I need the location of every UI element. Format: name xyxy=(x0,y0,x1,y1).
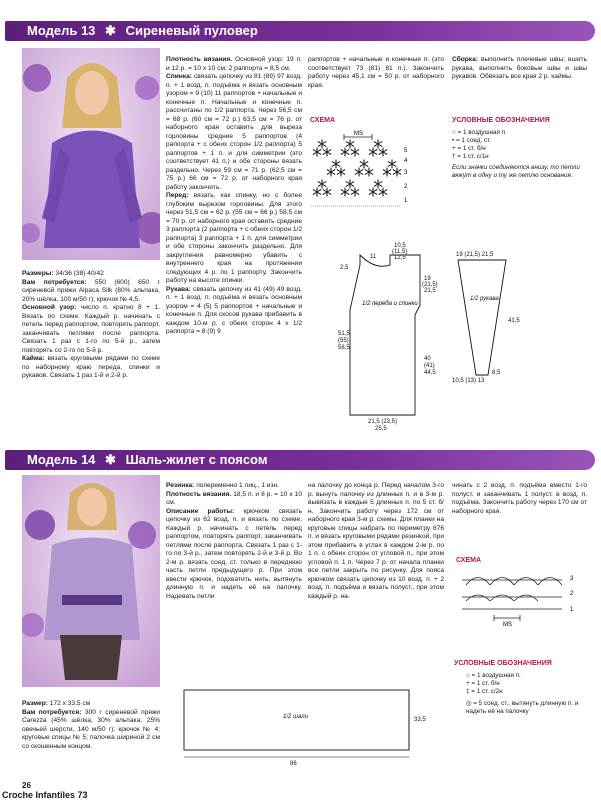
m13-crochet-chart xyxy=(306,126,416,216)
model13-col2 xyxy=(166,56,302,337)
m13-materials: Вам потребуется: 550 (600) 650 г сиреневой пряжи Alpaca Silk (80% альпака, 20% шёлка, 100 м/50 г); крючок № 4,5. xyxy=(22,278,160,303)
svg-text:(41): (41) xyxy=(424,363,435,369)
svg-text:10,5: 10,5 xyxy=(394,243,406,249)
svg-text:⁂: ⁂ xyxy=(340,179,360,201)
svg-text:⁂: ⁂ xyxy=(368,139,388,161)
model14-col1 xyxy=(22,700,160,751)
svg-text:⁂: ⁂ xyxy=(312,139,332,161)
svg-text:1/2 рукава: 1/2 рукава xyxy=(470,296,499,302)
svg-text:3: 3 xyxy=(570,576,574,582)
page-number: 26 xyxy=(22,781,31,790)
model13-number: Модель 13 xyxy=(27,23,96,38)
footer xyxy=(2,781,88,800)
svg-text:44,5: 44,5 xyxy=(424,370,436,376)
slip-stitch-icon: • xyxy=(452,137,456,144)
svg-text:2: 2 xyxy=(570,591,574,597)
model14-number: Модель 14 xyxy=(27,452,96,467)
svg-text:12,5: 12,5 xyxy=(394,255,406,261)
loop-icon: ◎ xyxy=(466,700,474,707)
svg-text:MS: MS xyxy=(503,622,512,628)
m14-pattern-shawl xyxy=(178,685,448,770)
svg-text:40: 40 xyxy=(424,356,431,362)
m13-front: Перед: вязать, как спинку, но с более глубоким вырезом горловины. Для этого через 51,5 см = 62 р. (55 см = 66 р.) 58,5 см = 70 р. от наборного края оставить средние 3 раппорта (2 раппорта + с обеих сторон 1/2 раппорта) 3 раппорта + 1 п. для симметрии и обе стороны закончить раздельно. Для закругления равномерно убавить с внутреннего края на протяжении следующих 4 р. по 1 раппорту. Закончить работу на высоте спинки. xyxy=(166,192,302,284)
svg-text:41,5: 41,5 xyxy=(508,318,520,324)
model14-col2 xyxy=(166,482,302,601)
svg-text:⁂: ⁂ xyxy=(326,159,346,181)
m14-description: Описание работы: крючком связать цепочку из 62 возд. п. и вязать по схеме. Каждый р. начинать с петель перед раппортом, повторять раппорт, заканчивать петлями после раппорта. Связать 1 раз с 1-го по 3-й р., затем повторять 2-й и 3-й р. Во 2-м р. вязать соед. ст. только в переднюю часть петли предыдущего р. При этом ввести крючок, подхватить нить, вытянуть длинную п. и надеть её на палочку. Надевать петли xyxy=(166,507,303,600)
svg-text:3: 3 xyxy=(404,170,408,176)
model14-name: Шаль-жилет с поясом xyxy=(125,452,268,467)
svg-text:11: 11 xyxy=(370,254,377,260)
m14-legend-title: УСЛОВНЫЕ ОБОЗНАЧЕНИЯ xyxy=(454,660,552,667)
svg-text:19 (21,5) 21,5: 19 (21,5) 21,5 xyxy=(456,252,494,258)
model14-banner xyxy=(5,450,595,470)
svg-text:MS: MS xyxy=(354,131,363,137)
svg-text:8,5: 8,5 xyxy=(492,370,501,376)
m13-sizes: Размеры: 34/36 (38) 40/42 xyxy=(22,270,104,277)
magazine-name: Croche Infantiles 73 xyxy=(2,790,88,800)
m14-legend: ○ = 1 воздушная п. + = 1 ст. б/н ‡ = 1 ст. с/2н ◎ = 5 соед. ст., вытянуть длинную п. и надеть её на палочку xyxy=(466,672,579,715)
svg-text:86: 86 xyxy=(290,761,297,767)
m13-pattern-sleeve xyxy=(448,250,548,385)
svg-text:⁂: ⁂ xyxy=(382,159,402,181)
model13-name: Сиреневый пуловер xyxy=(125,23,258,38)
svg-text:⁂: ⁂ xyxy=(354,159,374,181)
m14-crochet-chart xyxy=(452,565,592,630)
single-crochet-icon: + xyxy=(452,145,458,152)
m13-assembly: Сборка: выполнить плечевые швы; вшить рукава, выполнить боковые швы и швы рукавов. Обвязать все края 2 р. каймы. xyxy=(452,56,587,80)
svg-text:1: 1 xyxy=(404,198,408,204)
double-crochet-icon: ‡ xyxy=(466,688,472,695)
svg-text:2: 2 xyxy=(404,184,408,190)
svg-text:2,5: 2,5 xyxy=(340,265,349,271)
double-crochet-icon: † xyxy=(452,153,458,160)
m13-back: Спинка: связать цепочку из 81 (89) 97 возд. п. + 1 возд. п. подъёма и вязать основным узором = 9 (10) 11 раппортов + начальные и конечные п. Начальные и конечные п. рассчитаны по 1/2 раппорта. Через 56,5 см = 68 р. (60 см = 72 р.) 63,5 см = 76 р. от наборного края оставить для выреза горловины средние 5 раппортов (4 раппорта + с обеих сторон 1/2 раппорта) 5 раппортов + 1 п. и для симметрии (это соответствует 41 п.) и обе стороны вязать раздельно. Через 59 см = 71 р. (62,5 см = 75 р.) 66 см = 72 р. от наборного края работу закончить. xyxy=(166,73,302,191)
m14-materials: Вам потребуется: 300 г сиреневой пряжи Carezza (45% шёлка, 30% альпака, 25% овечьей шерсти, 140 м/50 г); крючок № 4; круговые спицы № 5; палочка шириной 2 см со скошенным концом. xyxy=(22,708,160,750)
m13-schema-title: СХЕМА xyxy=(310,117,336,124)
m13-legend-title: УСЛОВНЫЕ ОБОЗНАЧЕНИЯ xyxy=(452,117,550,124)
model13-photo xyxy=(22,48,160,260)
chain-icon: ○ xyxy=(452,129,458,136)
model13-col4 xyxy=(452,56,587,82)
m13-legend: ○ = 1 воздушная п. • = 1 соед. ст. + = 1 ст. б/н † = 1 ст. с/1н Если значки соединяются внизу, то петли вяжут в одну и ту же петлю основания. xyxy=(452,129,580,179)
model13-banner xyxy=(5,21,595,41)
svg-text:1/2 шали: 1/2 шали xyxy=(283,714,308,720)
single-crochet-icon: + xyxy=(466,680,472,687)
svg-text:4: 4 xyxy=(404,158,408,164)
m14-ribbing: Резинка: попеременно 1 лиц., 1 изн. xyxy=(166,482,279,489)
svg-text:21,5: 21,5 xyxy=(424,288,436,294)
svg-text:1: 1 xyxy=(570,607,574,613)
svg-text:33,5: 33,5 xyxy=(414,717,426,723)
m13-gauge: Плотность вязания. Основной узор: 19 п. и 12 р. = 10 х 10 см; 2 раппорта = 8,5 см. xyxy=(166,56,303,72)
svg-text:51,5: 51,5 xyxy=(338,331,350,337)
model13-col1 xyxy=(22,270,160,381)
m14-gauge: Плотность вязания. 18,5 п. и 8 р. = 10 х 10 см. xyxy=(166,490,303,506)
m14-schema-title: СХЕМА xyxy=(456,557,482,564)
model14-photo xyxy=(22,475,160,687)
svg-text:10,5 (13) 13: 10,5 (13) 13 xyxy=(452,378,485,384)
svg-text:⁂: ⁂ xyxy=(312,179,332,201)
svg-text:25,5: 25,5 xyxy=(375,426,387,432)
m13-basic-pattern: Основной узор: число п. кратно 8 + 1. Вязать по схеме. Каждый р. начинать с петель перед раппортом, повторять раппорт, заканчивать петлями после раппорта. Связать 1 раз с 1-го по 5-й р., затем повторять со 2-го по 5-й р. xyxy=(22,304,160,354)
model14-col4: чинать с 2 возд. п. подъёма вместо 1-го полуст. и заканчивать 1 полуст. в возд. п. подъёма. Закончить работу через 170 см от наборного края. xyxy=(452,482,587,515)
svg-text:⁂: ⁂ xyxy=(368,179,388,201)
svg-text:(55): (55) xyxy=(338,338,349,344)
chain-icon: ○ xyxy=(466,672,472,679)
m14-size: Размер: 172 x 33,5 см xyxy=(22,700,91,707)
svg-text:21,5 (23,5): 21,5 (23,5) xyxy=(368,419,398,425)
asterisk-icon: ✱ xyxy=(105,452,116,467)
svg-text:5: 5 xyxy=(404,148,408,154)
model14-col3: на палочку до конца р. Перед началом 3-го р. вынуть палочку из длинных п. и в 3-м р. вывязать в каждые 5 длинных п. по 5 ст. б/н. Закончить работу через 172 см от наборного края 3-м р. схемы. Для планки на круговые спицы набрать по периметру 876 п. и вязать круговыми рядами резинкой, при этом прибавить в углах в каждом 2-м р. по 1 п. с обеих сторон от угловой п., при этом угловой п. 1 п. Через 7 р. от начала планки все петли закрыть по рисунку. Для пояса крючком связать цепочку из 10 возд. п. + 2 возд. п. подъёма и вязать полуст., при этом каждый р. на- xyxy=(308,482,444,600)
model13-col3: раппортов + начальные и конечные п. (это соответствует 73 (81) 81 п.). Закончить работу через 45,1 см = 50 р. от наборного края. xyxy=(308,56,444,89)
svg-text:19: 19 xyxy=(424,276,431,282)
svg-text:1/2 переда и спинки: 1/2 переда и спинки xyxy=(362,301,418,307)
asterisk-icon: ✱ xyxy=(105,23,116,38)
svg-text:58,5: 58,5 xyxy=(338,345,350,351)
svg-text:⁂: ⁂ xyxy=(340,139,360,161)
m13-border: Кайма: вязать круговыми рядами по схеме по наборному краю передa, спинки и рукавов. Связать 1 раз 1-й и 2-й р. xyxy=(22,355,160,379)
svg-text:(21,5): (21,5) xyxy=(422,282,438,288)
m13-sleeves: Рукава: связать цепочку из 41 (49) 49 возд. п. + 1 возд. п. подъёма и вязать основным узором = 4 (5) 5 раппортов + начальные и конечные п. Для скосов рукава прибавить в каждом 10-м р. с обеих сторон 4 х 1/2 раппорта = 8 (9) 9 xyxy=(166,285,302,335)
svg-text:(11,5): (11,5) xyxy=(392,249,408,255)
